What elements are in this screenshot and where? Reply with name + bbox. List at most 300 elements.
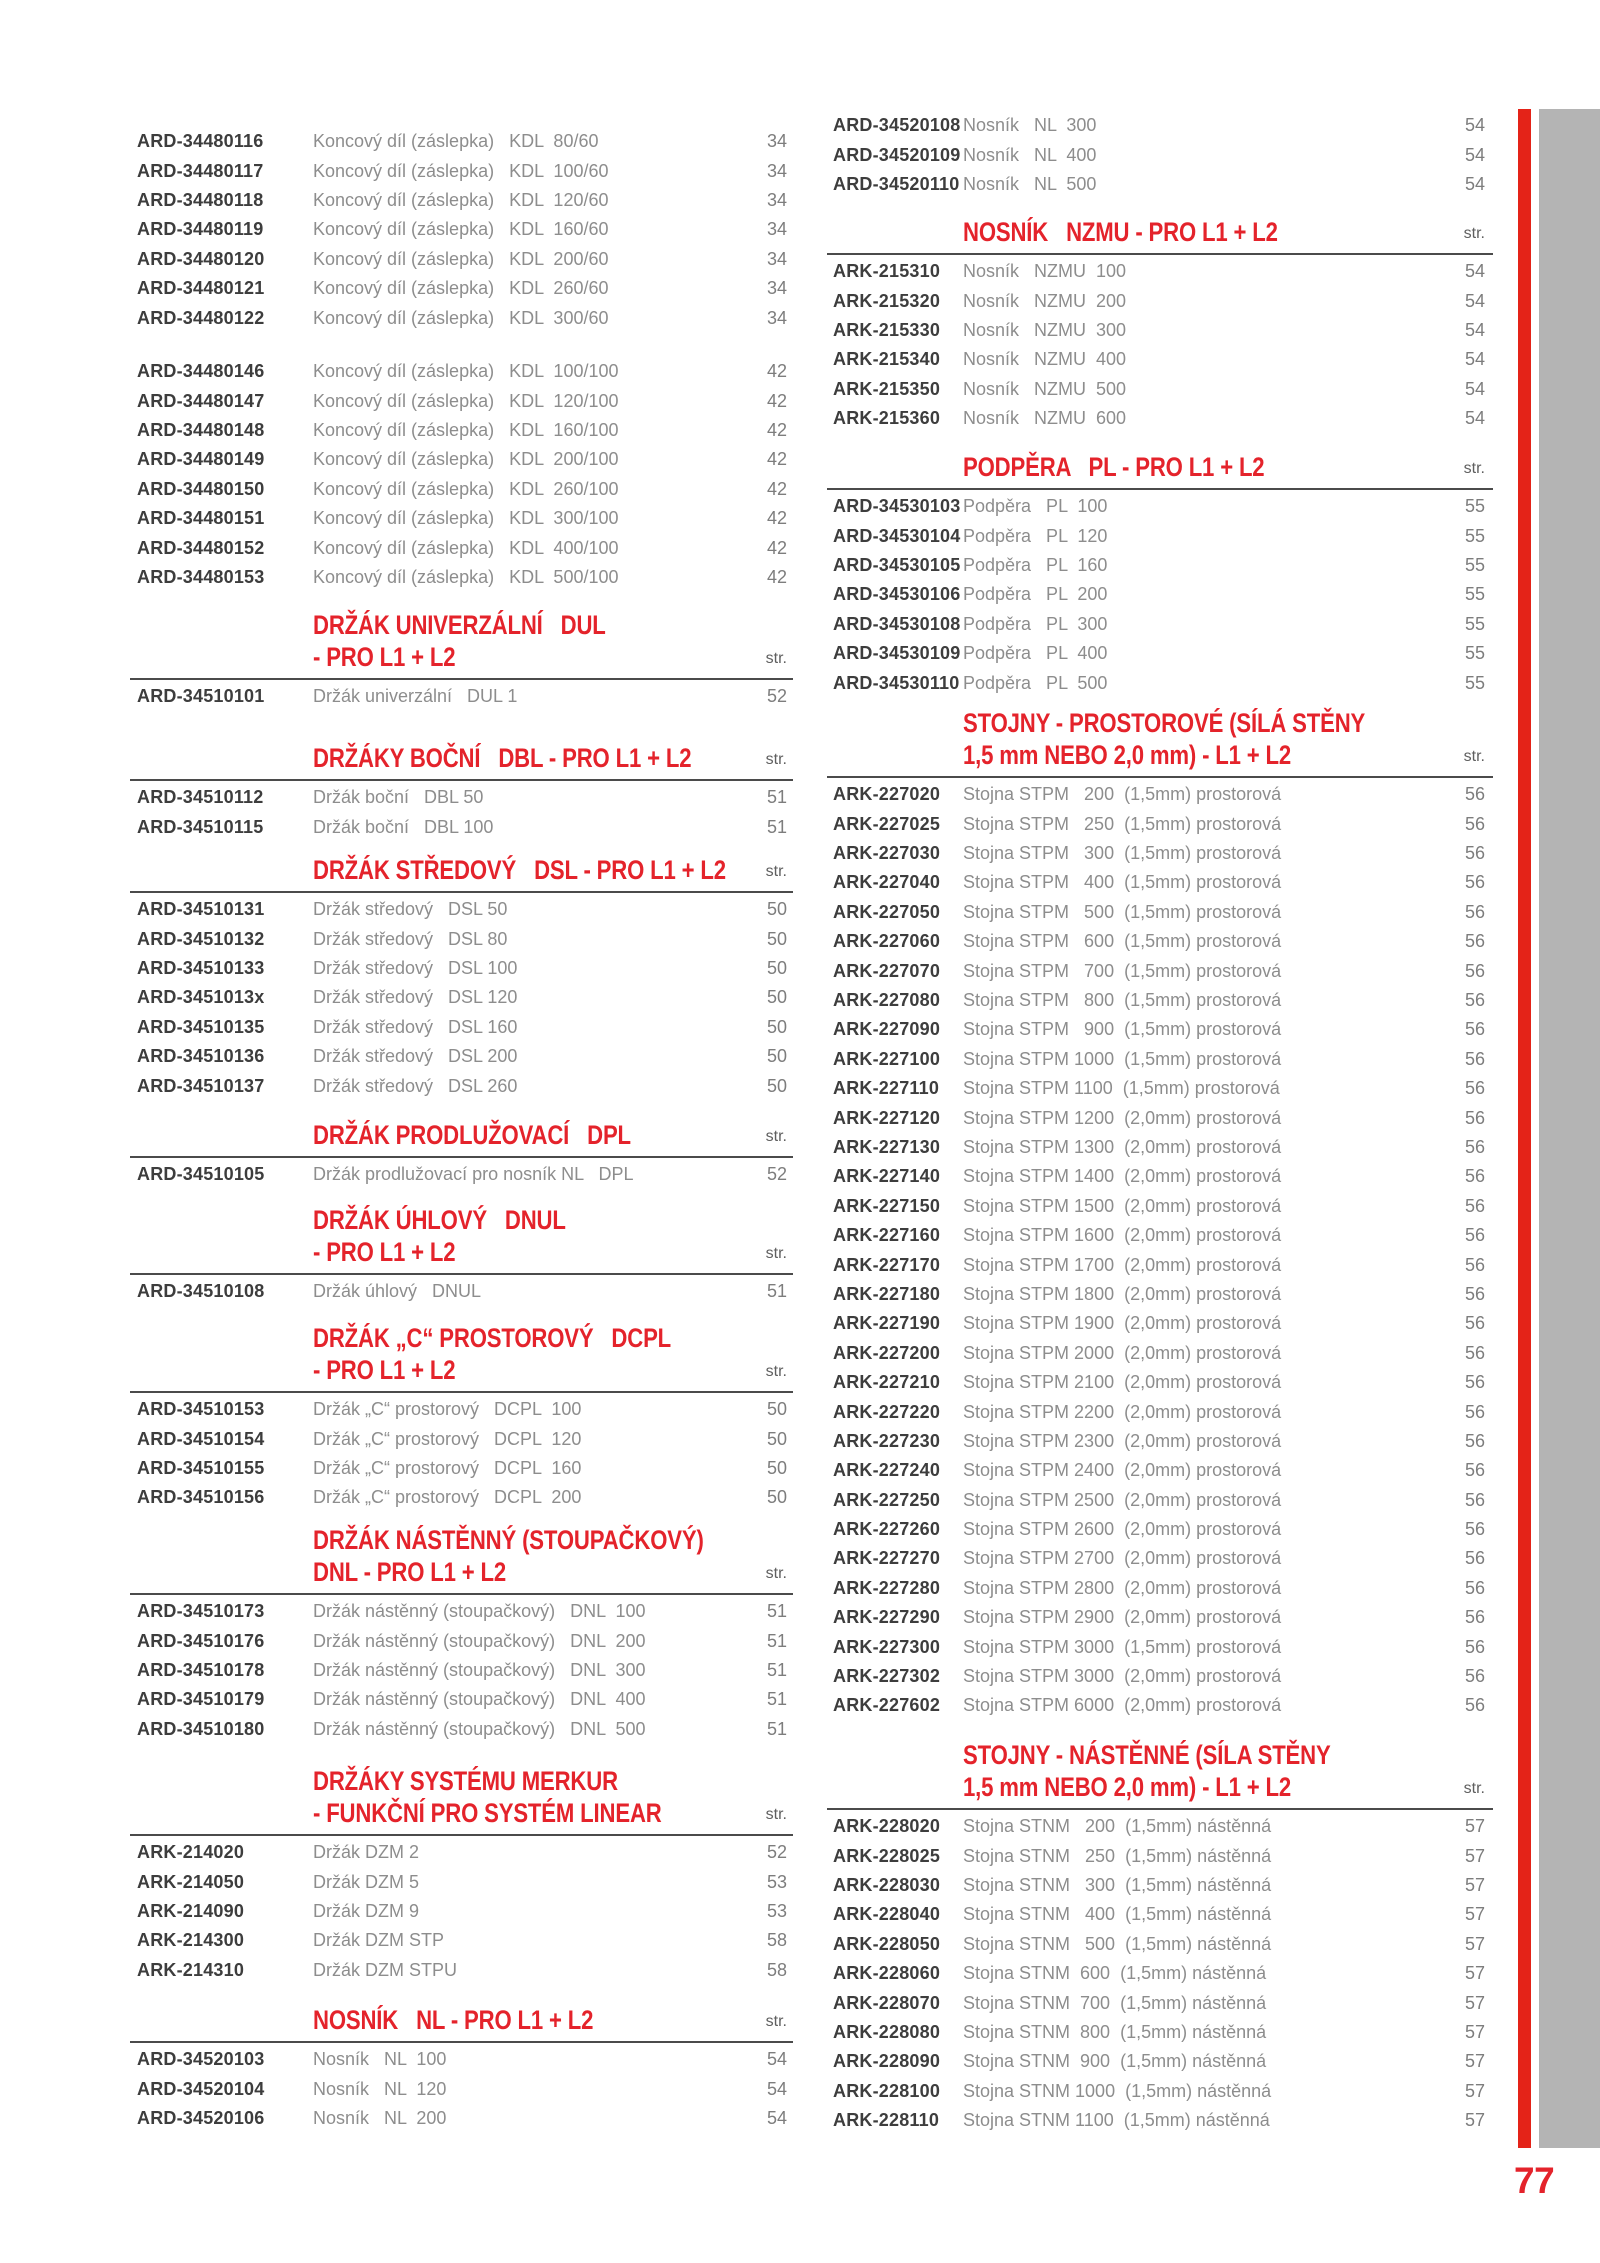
section-title-line: [963, 1740, 1493, 1772]
section-title: - PRO L1 + L2: [313, 641, 456, 672]
table-row: [827, 1192, 1493, 1221]
product-code: ARK-227270: [833, 1548, 941, 1569]
section-header: [130, 1205, 793, 1268]
product-code: ARK-228060: [833, 1963, 941, 1984]
catalog-section: [827, 1740, 1493, 2135]
table-row: [130, 274, 793, 303]
str-label: str.: [1463, 225, 1485, 243]
table-row: [827, 2077, 1493, 2106]
section-rows: [130, 682, 793, 711]
product-description: Nosník NL 200: [313, 2108, 447, 2129]
section-title-line: [963, 452, 1493, 484]
section-divider: [130, 779, 793, 781]
table-row: [130, 954, 793, 983]
product-code: ARD-34480122: [137, 307, 265, 328]
table-row: [130, 387, 793, 416]
catalog-section: [130, 1323, 793, 1513]
product-description: Stojna STPM 6000 (2,0mm) prostorová: [963, 1695, 1282, 1716]
product-code: ARK-227100: [833, 1048, 941, 1069]
product-code: ARK-215340: [833, 349, 941, 370]
product-code: ARD-34510137: [137, 1075, 265, 1096]
product-code: ARD-34480153: [137, 567, 265, 588]
product-code: ARK-215330: [833, 320, 941, 341]
product-description: Stojna STPM 2600 (2,0mm) prostorová: [963, 1519, 1282, 1540]
product-description: Stojna STPM 500 (1,5mm) prostorová: [963, 901, 1282, 922]
page-ref: 56: [1464, 1519, 1485, 1540]
section-title-line: [963, 740, 1493, 772]
page-ref: 42: [766, 567, 787, 588]
product-description: Koncový díl (záslepka) KDL 160/100: [313, 420, 619, 441]
product-code: ARK-215350: [833, 378, 941, 399]
page-ref: 51: [766, 1601, 787, 1622]
red-edge-bar: [1518, 109, 1531, 2148]
product-code: ARK-227210: [833, 1372, 941, 1393]
catalog-section: [130, 1120, 793, 1190]
section-rows: [130, 1395, 793, 1513]
table-row: [130, 357, 793, 386]
table-row: [827, 1930, 1493, 1959]
page-ref: 54: [766, 2078, 787, 2099]
product-code: ARK-214050: [137, 1871, 245, 1892]
page-ref: 51: [766, 1660, 787, 1681]
product-code: ARK-227050: [833, 901, 941, 922]
section-rows: [130, 1160, 793, 1189]
page-ref: 50: [766, 1016, 787, 1037]
section-header: [130, 1525, 793, 1588]
table-row: [130, 2075, 793, 2104]
page-ref: 55: [1464, 555, 1485, 576]
product-description: Stojna STNM 300 (1,5mm) nástěnná: [963, 1875, 1272, 1896]
catalog-section: [827, 452, 1493, 698]
page-ref: 57: [1464, 1992, 1485, 2013]
section-title-line: [313, 2005, 793, 2037]
page-ref: 42: [766, 361, 787, 382]
product-code: ARD-34480121: [137, 278, 265, 299]
product-description: Držák „C“ prostorový DCPL 200: [313, 1487, 582, 1508]
product-description: Držák DZM STP: [313, 1930, 445, 1951]
product-code: ARD-34510173: [137, 1601, 265, 1622]
product-description: Stojna STNM 500 (1,5mm) nástěnná: [963, 1933, 1272, 1954]
page-ref: 34: [766, 248, 787, 269]
product-description: Držák úhlový DNUL: [313, 1281, 482, 1302]
section-title: DRŽÁK UNIVERZÁLNÍ DUL: [313, 610, 606, 641]
product-code: ARD-34510108: [137, 1281, 265, 1302]
page-ref: 56: [1464, 1636, 1485, 1657]
product-code: ARD-34520103: [137, 2049, 265, 2070]
product-description: Stojna STPM 300 (1,5mm) prostorová: [963, 843, 1282, 864]
table-row: [827, 1309, 1493, 1338]
page-ref: 55: [1464, 584, 1485, 605]
page-ref: 56: [1464, 1078, 1485, 1099]
product-code: ARK-227260: [833, 1519, 941, 1540]
table-row: [827, 257, 1493, 286]
section-divider: [130, 1156, 793, 1158]
product-description: Držák nástěnný (stoupačkový) DNL 100: [313, 1601, 646, 1622]
product-code: ARK-227060: [833, 931, 941, 952]
product-description: Stojna STPM 1500 (2,0mm) prostorová: [963, 1195, 1282, 1216]
product-code: ARK-227302: [833, 1666, 941, 1687]
product-code: ARK-227220: [833, 1401, 941, 1422]
product-description: Stojna STNM 700 (1,5mm) nástěnná: [963, 1992, 1267, 2013]
section-title: PODPĚRA PL - PRO L1 + L2: [963, 451, 1265, 482]
product-code: ARK-227110: [833, 1078, 940, 1099]
product-code: ARD-34510155: [137, 1458, 265, 1479]
str-label: str.: [765, 751, 787, 769]
table-row: [827, 1221, 1493, 1250]
product-description: Koncový díl (záslepka) KDL 120/100: [313, 390, 619, 411]
page-ref: 34: [766, 278, 787, 299]
product-description: Stojna STPM 1100 (1,5mm) prostorová: [963, 1078, 1280, 1099]
table-row: [827, 610, 1493, 639]
product-code: ARD-34480120: [137, 248, 265, 269]
product-code: ARK-227602: [833, 1695, 941, 1716]
table-row: [827, 170, 1493, 199]
product-code: ARK-227280: [833, 1577, 941, 1598]
product-code: ARK-227080: [833, 990, 941, 1011]
product-description: Držák boční DBL 100: [313, 816, 494, 837]
product-code: ARD-34530105: [833, 555, 961, 576]
product-code: ARK-227180: [833, 1283, 941, 1304]
product-code: ARD-34530110: [833, 672, 960, 693]
section-rows: [827, 1812, 1493, 2135]
product-code: ARD-34530104: [833, 525, 961, 546]
table-row: [130, 1042, 793, 1071]
product-description: Držák středový DSL 80: [313, 928, 508, 949]
product-code: ARD-34510101: [137, 686, 265, 707]
page-ref: 42: [766, 390, 787, 411]
section-header: [827, 708, 1493, 771]
section-title-line: [313, 1525, 793, 1557]
page-ref: 57: [1464, 1875, 1485, 1896]
page-ref: 56: [1464, 784, 1485, 805]
page-ref: 58: [766, 1959, 787, 1980]
page-ref: 55: [1464, 496, 1485, 517]
section-title: - PRO L1 + L2: [313, 1354, 456, 1385]
page-ref: 50: [766, 1075, 787, 1096]
table-row: [827, 1871, 1493, 1900]
table-row: [130, 186, 793, 215]
section-title-line: [313, 610, 793, 642]
section-rows: [130, 1597, 793, 1744]
page-ref: 54: [1464, 290, 1485, 311]
product-code: ARK-227140: [833, 1166, 941, 1187]
product-description: Nosník NZMU 100: [963, 261, 1127, 282]
product-description: Stojna STPM 1200 (2,0mm) prostorová: [963, 1107, 1282, 1128]
table-row: [130, 983, 793, 1012]
product-description: Nosník NZMU 300: [963, 320, 1127, 341]
table-row: [827, 1045, 1493, 1074]
product-description: Nosník NL 300: [963, 115, 1097, 136]
product-description: Stojna STPM 2800 (2,0mm) prostorová: [963, 1577, 1282, 1598]
product-description: Stojna STPM 200 (1,5mm) prostorová: [963, 784, 1282, 805]
section-header: [130, 2005, 793, 2037]
page-ref: 55: [1464, 672, 1485, 693]
page-ref: 34: [766, 307, 787, 328]
product-description: Držák DZM 2: [313, 1842, 420, 1863]
section-header: [130, 610, 793, 673]
table-row: [827, 1900, 1493, 1929]
page-ref: 56: [1464, 1019, 1485, 1040]
section-divider: [827, 488, 1493, 490]
product-description: Stojna STPM 2900 (2,0mm) prostorová: [963, 1607, 1282, 1628]
table-row: [130, 563, 793, 592]
page-ref: 34: [766, 190, 787, 211]
table-row: [827, 839, 1493, 868]
table-row: [130, 1715, 793, 1744]
page-ref: 34: [766, 219, 787, 240]
page-ref: 56: [1464, 1577, 1485, 1598]
product-code: ARK-228090: [833, 2051, 941, 2072]
product-code: ARD-34530108: [833, 613, 961, 634]
product-code: ARK-214020: [137, 1842, 245, 1863]
left-column: [130, 0, 793, 2263]
section-title-line: [313, 1205, 793, 1237]
table-row: [130, 304, 793, 333]
page-ref: 54: [1464, 115, 1485, 136]
product-code: ARK-228040: [833, 1904, 941, 1925]
product-code: ARK-228050: [833, 1933, 941, 1954]
section-title: DRŽÁK „C“ PROSTOROVÝ DCPL: [313, 1323, 672, 1354]
product-code: ARD-34530109: [833, 643, 961, 664]
product-description: Stojna STNM 200 (1,5mm) nástěnná: [963, 1816, 1272, 1837]
section-rows: [130, 2045, 793, 2133]
page-ref: 52: [766, 1164, 787, 1185]
table-row: [827, 1603, 1493, 1632]
page-ref: 50: [766, 1399, 787, 1420]
product-description: Podpěra PL 400: [963, 643, 1108, 664]
str-label: str.: [765, 1806, 787, 1824]
product-code: ARK-228030: [833, 1875, 941, 1896]
section-title: - FUNKČNÍ PRO SYSTÉM LINEAR: [313, 1797, 662, 1828]
table-row: [130, 1897, 793, 1926]
table-row: [827, 1959, 1493, 1988]
product-code: ARK-227030: [833, 843, 941, 864]
product-code: ARK-227160: [833, 1225, 941, 1246]
table-row: [130, 416, 793, 445]
product-code: ARK-227130: [833, 1136, 941, 1157]
product-code: ARD-3451013x: [137, 987, 265, 1008]
product-code: ARD-34520104: [137, 2078, 265, 2099]
page-ref: 55: [1464, 525, 1485, 546]
page-ref: 56: [1464, 813, 1485, 834]
product-code: ARD-34520108: [833, 115, 961, 136]
product-code: ARD-34480117: [137, 160, 264, 181]
section-rows: [130, 895, 793, 1101]
table-row: [827, 1989, 1493, 2018]
page-ref: 50: [766, 928, 787, 949]
page-ref: 54: [766, 2049, 787, 2070]
page-ref: 56: [1464, 843, 1485, 864]
product-description: Držák středový DSL 120: [313, 987, 518, 1008]
product-description: Stojna STPM 2000 (2,0mm) prostorová: [963, 1342, 1282, 1363]
product-description: Stojna STPM 2200 (2,0mm) prostorová: [963, 1401, 1282, 1422]
product-description: Koncový díl (záslepka) KDL 400/100: [313, 537, 619, 558]
product-description: Koncový díl (záslepka) KDL 120/60: [313, 190, 609, 211]
product-description: Stojna STPM 3000 (2,0mm) prostorová: [963, 1666, 1282, 1687]
section-title-line: [313, 642, 793, 674]
product-code: ARD-34510105: [137, 1164, 265, 1185]
product-code: ARK-227300: [833, 1636, 941, 1657]
page-ref: 56: [1464, 1342, 1485, 1363]
table-row: [827, 111, 1493, 140]
table-row: [130, 1956, 793, 1985]
product-code: ARK-227230: [833, 1430, 941, 1451]
section-header: [130, 743, 793, 775]
table-row: [130, 2045, 793, 2074]
product-code: ARD-34510180: [137, 1718, 265, 1739]
product-code: ARK-227020: [833, 784, 941, 805]
product-code: ARK-227025: [833, 813, 941, 834]
catalog-section: [130, 357, 793, 592]
section-header: [130, 1120, 793, 1152]
product-description: Držák nástěnný (stoupačkový) DNL 300: [313, 1660, 646, 1681]
page-ref: 57: [1464, 1933, 1485, 1954]
gray-edge-bar: [1539, 109, 1600, 2148]
product-description: Koncový díl (záslepka) KDL 260/60: [313, 278, 609, 299]
page-ref: 55: [1464, 613, 1485, 634]
product-code: ARK-228100: [833, 2080, 941, 2101]
product-description: Stojna STPM 600 (1,5mm) prostorová: [963, 931, 1282, 952]
product-description: Držák středový DSL 100: [313, 958, 518, 979]
product-description: Držák „C“ prostorový DCPL 100: [313, 1399, 582, 1420]
page-ref: 50: [766, 1046, 787, 1067]
product-code: ARD-34480152: [137, 537, 265, 558]
product-code: ARD-34520110: [833, 174, 960, 195]
page-ref: 51: [766, 1630, 787, 1651]
section-title-line: [313, 1355, 793, 1387]
table-row: [130, 1868, 793, 1897]
page-ref: 53: [766, 1871, 787, 1892]
section-divider: [827, 776, 1493, 778]
section-rows: [827, 257, 1493, 433]
section-title: NOSNÍK NL - PRO L1 + L2: [313, 2004, 594, 2035]
page-ref: 56: [1464, 1401, 1485, 1422]
section-title: DRŽÁK NÁSTĚNNÝ (STOUPAČKOVÝ): [313, 1525, 704, 1556]
page-ref: 56: [1464, 1548, 1485, 1569]
product-description: Stojna STPM 1400 (2,0mm) prostorová: [963, 1166, 1282, 1187]
table-row: [827, 1456, 1493, 1485]
page-ref: 50: [766, 1458, 787, 1479]
product-description: Koncový díl (záslepka) KDL 200/60: [313, 248, 609, 269]
catalog-section: [130, 1525, 793, 1744]
product-code: ARD-34510176: [137, 1630, 265, 1651]
page-ref: 56: [1464, 1107, 1485, 1128]
product-description: Držák nástěnný (stoupačkový) DNL 400: [313, 1689, 646, 1710]
section-title: DRŽÁKY BOČNÍ DBL - PRO L1 + L2: [313, 742, 692, 773]
product-description: Nosník NL 500: [963, 174, 1097, 195]
table-row: [827, 345, 1493, 374]
table-row: [827, 898, 1493, 927]
table-row: [130, 157, 793, 186]
table-row: [827, 957, 1493, 986]
product-description: Podpěra PL 100: [963, 496, 1108, 517]
product-description: Koncový díl (záslepka) KDL 300/100: [313, 508, 619, 529]
table-row: [130, 783, 793, 812]
section-title-line: [313, 743, 793, 775]
product-description: Držák DZM 9: [313, 1901, 420, 1922]
product-code: ARK-227290: [833, 1607, 941, 1628]
product-code: ARK-227250: [833, 1489, 941, 1510]
section-rows: [130, 1277, 793, 1306]
page-ref: 42: [766, 537, 787, 558]
table-row: [130, 1160, 793, 1189]
product-code: ARK-227040: [833, 872, 941, 893]
section-title: DRŽÁK PRODLUŽOVACÍ DPL: [313, 1119, 631, 1150]
table-row: [827, 1015, 1493, 1044]
section-title: DNL - PRO L1 + L2: [313, 1556, 507, 1587]
product-description: Držák DZM 5: [313, 1871, 420, 1892]
table-row: [130, 682, 793, 711]
table-row: [827, 1544, 1493, 1573]
product-code: ARK-215320: [833, 290, 941, 311]
product-code: ARK-228110: [833, 2110, 940, 2131]
product-code: ARK-214090: [137, 1901, 245, 1922]
section-title-line: [313, 1323, 793, 1355]
page-ref: 54: [1464, 320, 1485, 341]
table-row: [130, 1013, 793, 1042]
product-description: Koncový díl (záslepka) KDL 300/60: [313, 307, 609, 328]
table-row: [130, 445, 793, 474]
section-divider: [130, 891, 793, 893]
table-row: [827, 2047, 1493, 2076]
product-code: ARD-34510154: [137, 1428, 265, 1449]
page-ref: 50: [766, 987, 787, 1008]
table-row: [130, 1277, 793, 1306]
page-ref: 51: [766, 1281, 787, 1302]
section-title: STOJNY - NÁSTĚNNÉ (SÍLA STĚNY: [963, 1740, 1331, 1771]
product-description: Koncový díl (záslepka) KDL 80/60: [313, 131, 599, 152]
table-row: [827, 1074, 1493, 1103]
table-row: [130, 1627, 793, 1656]
section-rows: [130, 127, 793, 333]
page-ref: 56: [1464, 1166, 1485, 1187]
section-title-line: [313, 1557, 793, 1589]
page-ref: 56: [1464, 990, 1485, 1011]
page-ref: 56: [1464, 1489, 1485, 1510]
table-row: [827, 492, 1493, 521]
catalog-section: [130, 610, 793, 711]
product-code: ARK-228025: [833, 1845, 941, 1866]
product-code: ARD-34530106: [833, 584, 961, 605]
table-row: [130, 1072, 793, 1101]
page-ref: 54: [1464, 349, 1485, 370]
product-description: Stojna STPM 3000 (1,5mm) prostorová: [963, 1636, 1282, 1657]
page-ref: 57: [1464, 1816, 1485, 1837]
product-code: ARD-34510131: [137, 899, 265, 920]
page-ref: 56: [1464, 1607, 1485, 1628]
section-header: [130, 855, 793, 887]
product-description: Podpěra PL 200: [963, 584, 1108, 605]
table-row: [827, 1280, 1493, 1309]
table-row: [827, 1427, 1493, 1456]
product-code: ARD-34510135: [137, 1016, 265, 1037]
product-code: ARK-227070: [833, 960, 941, 981]
product-description: Nosník NL 100: [313, 2049, 447, 2070]
table-row: [827, 1133, 1493, 1162]
table-row: [130, 245, 793, 274]
product-description: Stojna STPM 1900 (2,0mm) prostorová: [963, 1313, 1282, 1334]
table-row: [827, 1398, 1493, 1427]
page-ref: 34: [766, 160, 787, 181]
product-code: ARK-227200: [833, 1342, 941, 1363]
table-row: [827, 986, 1493, 1015]
page-ref: 51: [766, 1689, 787, 1710]
product-description: Držák univerzální DUL 1: [313, 686, 518, 707]
right-column: [827, 0, 1493, 2263]
page-ref: 50: [766, 899, 787, 920]
table-row: [827, 868, 1493, 897]
product-description: Stojna STNM 1100 (1,5mm) nástěnná: [963, 2110, 1270, 2131]
